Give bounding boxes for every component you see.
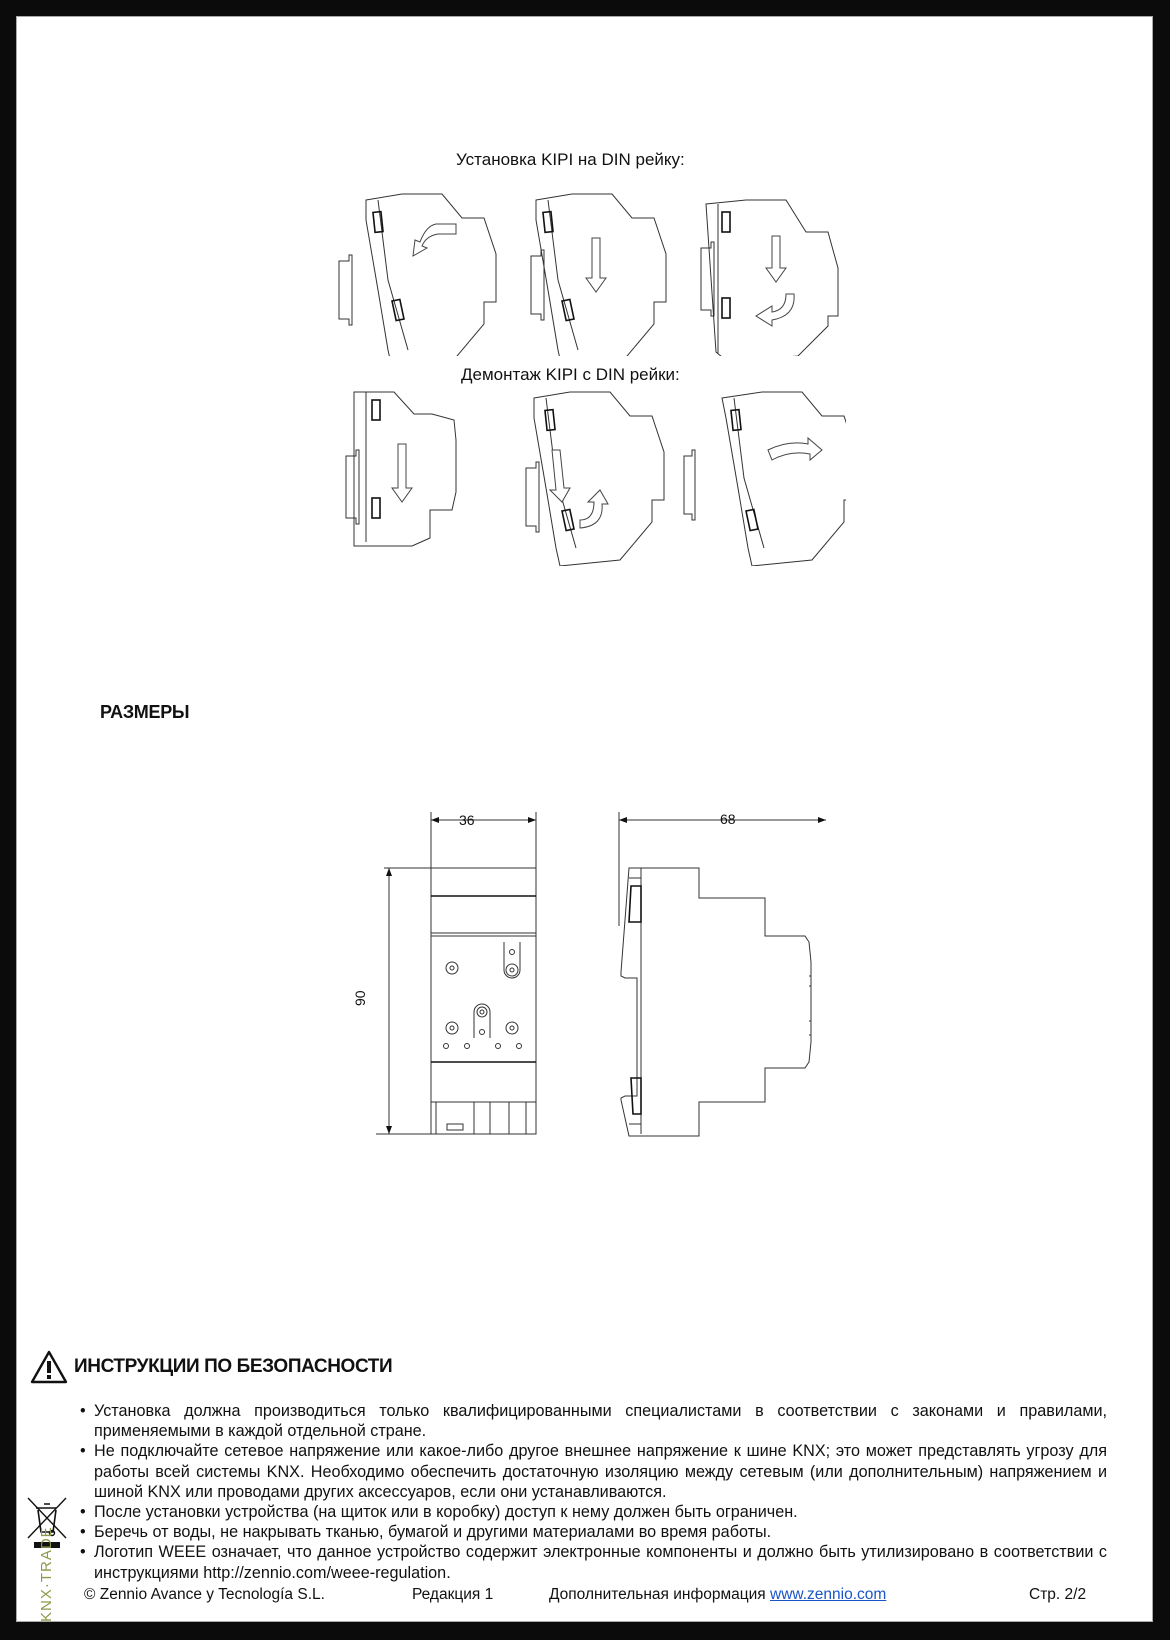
height-dimension-label: 90 [352,990,368,1006]
down-arrow-icon [392,444,412,502]
install-step-1-device-icon [339,194,496,356]
curved-right-arrow-icon [768,438,822,460]
install-step-2-device-icon [531,194,666,356]
remove-caption: Демонтаж KIPI с DIN рейки: [461,365,680,384]
side-view-drawing [601,806,841,1186]
footer-revision: Редакция 1 [412,1586,494,1603]
more-info-label: Дополнительная информация [549,1586,766,1603]
safety-list [76,1401,1107,1583]
footer-more-info [549,1586,886,1604]
install-caption: Установка KIPI на DIN рейку: [456,150,685,169]
document-page [16,16,1153,1622]
front-view-drawing [346,806,566,1186]
down-arrow-icon [550,450,570,502]
curved-left-arrow-icon [756,294,794,326]
safety-item: • Установка должна производиться только квалифицированными специалистами в соответствии с законами и правилами, применяемыми в каждой отдельной стране. [76,1401,1107,1441]
safety-item: • Не подключайте сетевое напряжение или какое-либо другое внешнее напряжение к шине KNX; это может представлять угрозу для работы всей системы KNX. Необходимо обеспечить достаточную изоляцию между сетевым (или дополнительным) напряжением и шиной KNX или проводами других аксессуаров, если они устанавливаются. [76,1441,1107,1502]
curved-left-arrow-icon [413,224,456,256]
knx-trade-watermark: KNX·TRADE [38,1526,55,1622]
dimensions-title: РАЗМЕРЫ [100,702,190,722]
safety-item: • Беречь от воды, не накрывать тканью, бумагой и другими материалами во время работы. [76,1522,1107,1542]
safety-item: • После установки устройства (на щиток или в коробку) доступ к нему должен быть ограничен. [76,1502,1107,1522]
footer-copyright: © Zennio Avance y Tecnología S.L. [84,1586,325,1603]
footer-page-number: Стр. 2/2 [1029,1586,1087,1603]
install-illustrations [326,176,846,356]
curved-up-arrow-icon [580,490,608,528]
zennio-link[interactable]: www.zennio.com [770,1586,887,1603]
width-dimension-label: 36 [459,812,475,828]
remove-illustrations [326,386,846,566]
down-arrow-icon [586,238,606,292]
safety-item: • Логотип WEEE означает, что данное устройство содержит электронные компоненты и должно быть утилизировано в соответствии с инструкциями http://zennio.com/weee-regulation. [76,1542,1107,1582]
remove-step-1-device-icon [346,392,456,546]
depth-dimension-label: 68 [720,811,736,827]
warning-triangle-icon [30,1350,68,1384]
remove-step-2-device-icon [526,392,664,566]
install-step-3-device-icon [701,200,838,356]
safety-title: ИНСТРУКЦИИ ПО БЕЗОПАСНОСТИ [74,1356,393,1377]
remove-step-3-device-icon [684,392,846,566]
